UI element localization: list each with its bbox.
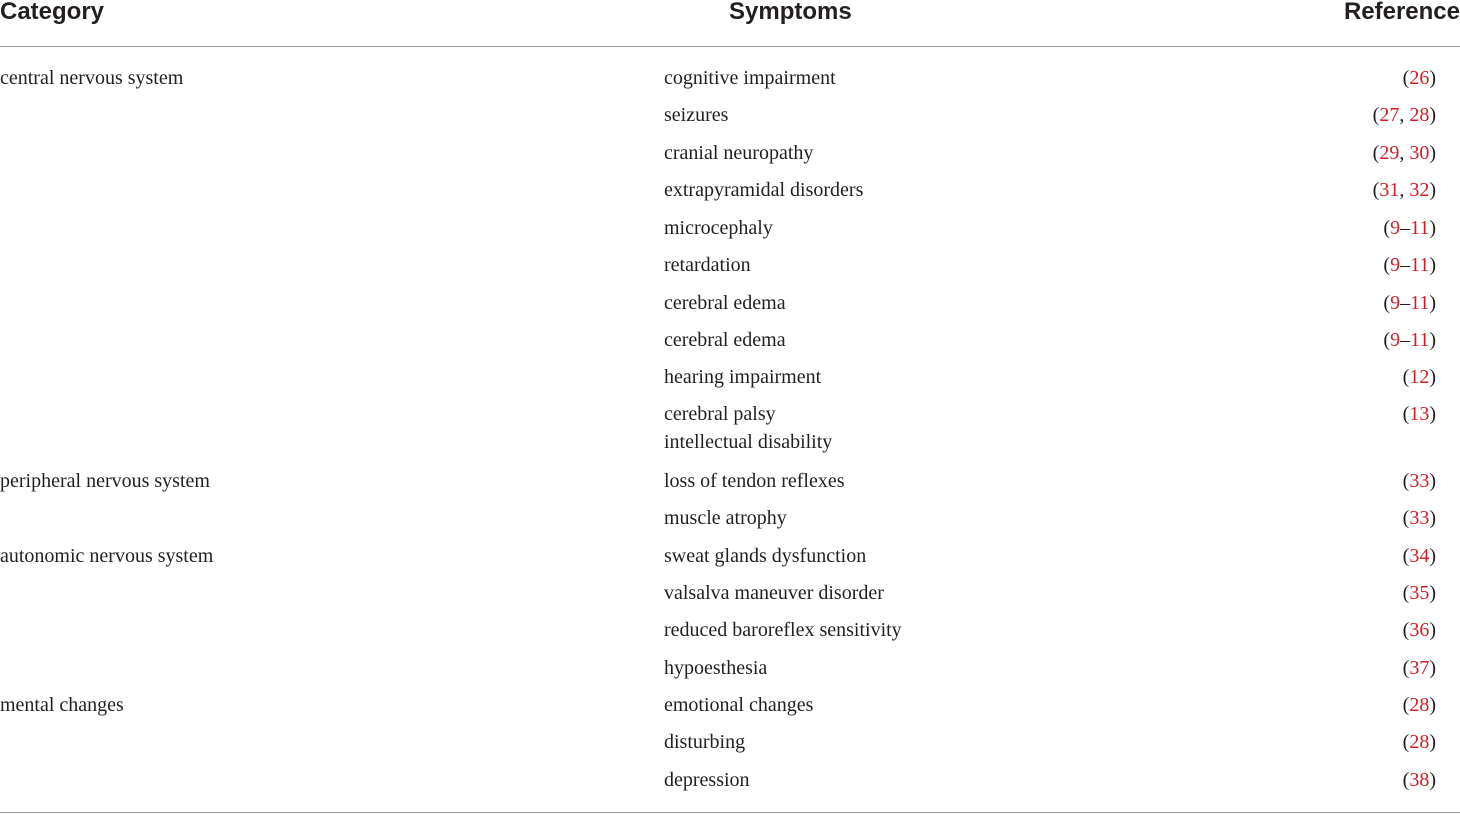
reference-cell: [1403, 467, 1436, 495]
reference-separator: –: [1400, 254, 1411, 276]
reference-link[interactable]: 28: [1409, 694, 1430, 716]
reference-open-paren: (: [1402, 67, 1410, 89]
symptom-cell: emotional changes: [664, 694, 814, 716]
reference-link[interactable]: 27: [1379, 104, 1400, 126]
reference-cell: [1403, 728, 1436, 756]
reference-open-paren: (: [1372, 142, 1380, 164]
reference-cell: [1403, 616, 1436, 644]
reference-open-paren: (: [1402, 366, 1410, 388]
reference-link[interactable]: 9: [1390, 292, 1401, 314]
reference-close-paren: ): [1429, 470, 1436, 492]
reference-link[interactable]: 11: [1410, 329, 1430, 351]
reference-link[interactable]: 28: [1409, 731, 1430, 753]
reference-link[interactable]: 36: [1409, 619, 1430, 641]
reference-cell: [1373, 101, 1436, 129]
reference-cell: [1403, 691, 1436, 719]
reference-close-paren: ): [1429, 104, 1436, 126]
reference-cell: [1383, 251, 1436, 279]
reference-close-paren: ): [1429, 329, 1436, 351]
reference-close-paren: ): [1429, 217, 1436, 239]
reference-separator: ,: [1399, 104, 1410, 126]
symptom-cell: muscle atrophy: [664, 507, 787, 529]
reference-cell: [1373, 176, 1436, 204]
symptom-cell: sweat glands dysfunction: [664, 545, 867, 567]
reference-open-paren: (: [1402, 769, 1410, 791]
reference-link[interactable]: 31: [1379, 179, 1400, 201]
reference-close-paren: ): [1429, 657, 1436, 679]
reference-cell: [1383, 326, 1436, 354]
reference-link[interactable]: 9: [1390, 254, 1401, 276]
reference-open-paren: (: [1383, 292, 1391, 314]
reference-cell: [1403, 504, 1436, 532]
reference-cell: [1383, 289, 1436, 317]
reference-link[interactable]: 35: [1409, 582, 1430, 604]
symptom-cell: hypoesthesia: [664, 657, 768, 679]
reference-open-paren: (: [1383, 254, 1391, 276]
reference-close-paren: ): [1429, 142, 1436, 164]
reference-close-paren: ): [1429, 731, 1436, 753]
reference-open-paren: (: [1402, 403, 1410, 425]
reference-cell: [1403, 400, 1436, 428]
reference-close-paren: ): [1429, 403, 1436, 425]
reference-close-paren: ): [1429, 179, 1436, 201]
reference-cell: [1403, 64, 1436, 92]
reference-close-paren: ): [1429, 366, 1436, 388]
reference-open-paren: (: [1402, 470, 1410, 492]
reference-close-paren: ): [1429, 507, 1436, 529]
reference-close-paren: ): [1429, 254, 1436, 276]
symptom-cell: disturbing: [664, 731, 746, 753]
reference-link[interactable]: 26: [1409, 67, 1430, 89]
header-divider: [0, 46, 1460, 47]
reference-open-paren: (: [1402, 694, 1410, 716]
category-cell: peripheral nervous system: [0, 470, 210, 492]
symptom-cell: hearing impairment: [664, 366, 822, 388]
reference-open-paren: (: [1372, 179, 1380, 201]
reference-cell: [1403, 542, 1436, 570]
reference-link[interactable]: 12: [1409, 366, 1430, 388]
symptom-cell: valsalva maneuver disorder: [664, 582, 884, 604]
reference-open-paren: (: [1402, 507, 1410, 529]
reference-link[interactable]: 28: [1409, 104, 1430, 126]
reference-open-paren: (: [1402, 619, 1410, 641]
reference-cell: [1403, 363, 1436, 391]
reference-open-paren: (: [1402, 657, 1410, 679]
header-category: Category: [0, 0, 105, 25]
reference-separator: ,: [1399, 142, 1410, 164]
symptom-cell: cognitive impairment: [664, 67, 836, 89]
category-cell: autonomic nervous system: [0, 545, 214, 567]
reference-close-paren: ): [1429, 67, 1436, 89]
reference-separator: –: [1400, 329, 1411, 351]
reference-cell: [1403, 766, 1436, 794]
reference-link[interactable]: 33: [1409, 470, 1430, 492]
symptom-cell: cerebral palsy: [664, 403, 776, 425]
symptom-cell: retardation: [664, 254, 751, 276]
category-cell: central nervous system: [0, 67, 184, 89]
reference-cell: [1373, 139, 1436, 167]
reference-open-paren: (: [1383, 329, 1391, 351]
reference-open-paren: (: [1402, 731, 1410, 753]
reference-link[interactable]: 32: [1409, 179, 1430, 201]
reference-link[interactable]: 29: [1379, 142, 1400, 164]
reference-open-paren: (: [1372, 104, 1380, 126]
symptom-cell: depression: [664, 769, 750, 791]
reference-open-paren: (: [1402, 582, 1410, 604]
symptom-cell: cranial neuropathy: [664, 142, 814, 164]
symptom-cell: cerebral edema: [664, 292, 786, 314]
reference-close-paren: ): [1429, 292, 1436, 314]
symptom-cell: seizures: [664, 104, 729, 126]
reference-separator: ,: [1399, 179, 1410, 201]
reference-link[interactable]: 11: [1410, 254, 1430, 276]
reference-link[interactable]: 38: [1409, 769, 1430, 791]
category-cell: mental changes: [0, 694, 124, 716]
reference-link[interactable]: 9: [1390, 329, 1401, 351]
reference-separator: –: [1400, 292, 1411, 314]
reference-link[interactable]: 13: [1409, 403, 1430, 425]
reference-close-paren: ): [1429, 769, 1436, 791]
reference-cell: [1403, 654, 1436, 682]
reference-close-paren: ): [1429, 619, 1436, 641]
symptom-cell: extrapyramidal disorders: [664, 179, 864, 201]
symptom-cell: loss of tendon reflexes: [664, 470, 845, 492]
reference-close-paren: ): [1429, 545, 1436, 567]
symptom-cell: intellectual disability: [664, 431, 833, 453]
reference-close-paren: ): [1429, 582, 1436, 604]
symptom-cell: reduced baroreflex sensitivity: [664, 619, 902, 641]
reference-link[interactable]: 37: [1409, 657, 1430, 679]
reference-link[interactable]: 30: [1409, 142, 1430, 164]
reference-link[interactable]: 11: [1410, 217, 1430, 239]
reference-close-paren: ): [1429, 694, 1436, 716]
reference-link[interactable]: 34: [1409, 545, 1430, 567]
reference-link[interactable]: 11: [1410, 292, 1430, 314]
header-symptoms: Symptoms: [729, 0, 852, 25]
reference-link[interactable]: 33: [1409, 507, 1430, 529]
reference-open-paren: (: [1383, 217, 1391, 239]
header-reference: Reference: [1343, 0, 1460, 25]
reference-cell: [1383, 214, 1436, 242]
symptom-cell: cerebral edema: [664, 329, 786, 351]
reference-link[interactable]: 9: [1390, 217, 1401, 239]
symptom-cell: microcephaly: [664, 217, 773, 239]
reference-cell: [1403, 579, 1436, 607]
reference-open-paren: (: [1402, 545, 1410, 567]
table-header: [0, 0, 1460, 46]
reference-separator: –: [1400, 217, 1411, 239]
table-bottom-divider: [0, 812, 1460, 813]
